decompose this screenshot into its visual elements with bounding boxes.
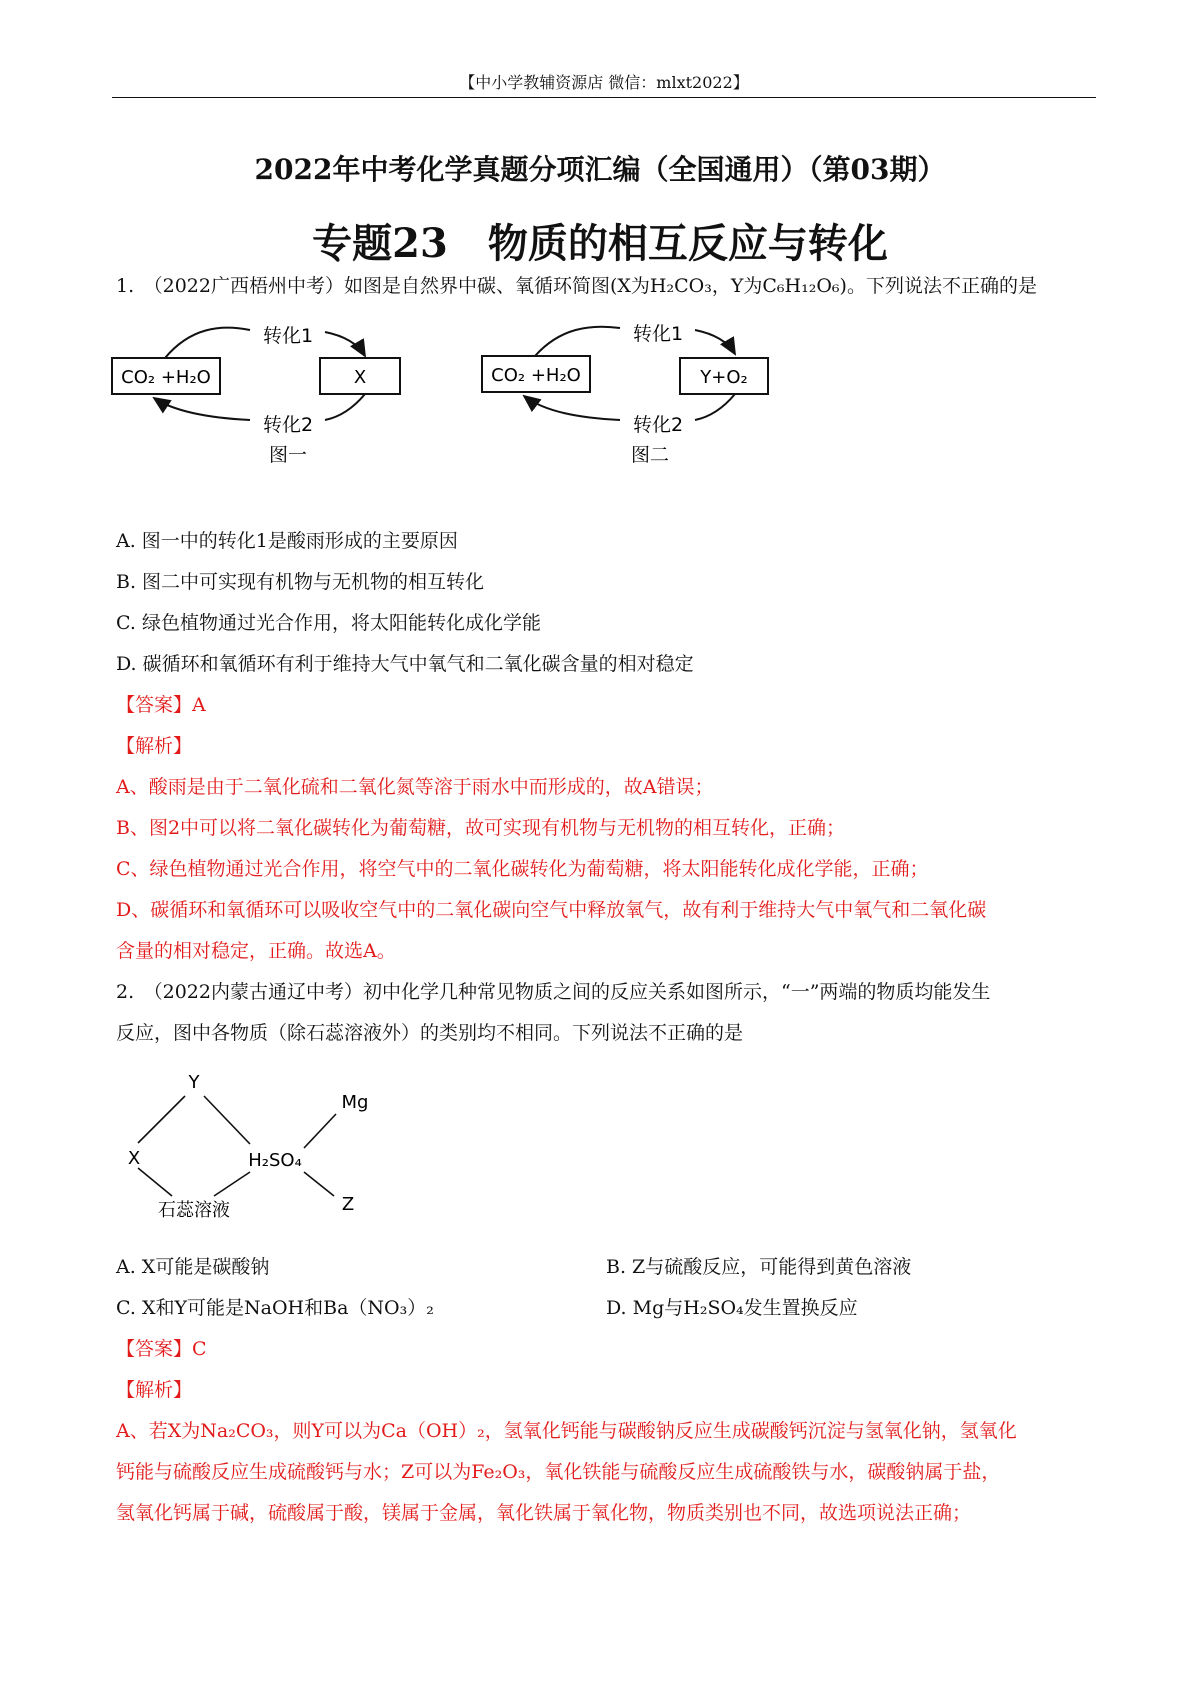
top-arrow-label: 转化1 [262, 325, 314, 347]
q1-analysis-label: 【解析】 [116, 735, 193, 757]
header-divider [112, 97, 1096, 98]
q2-analysis-line-3: 氢氧化钙属于碱，硫酸属于酸，镁属于金属，氧化铁属于氧化物，物质类别也不同，故选项说法正确； [116, 1502, 972, 1524]
q2-stem-line-2: 反应，图中各物质（除石蕊溶液外）的类别均不相同。下列说法不正确的是 [116, 1022, 744, 1044]
label-h2so4: H₂SO₄ [248, 1150, 302, 1171]
q1-analysis-a: A、酸雨是由于二氧化硫和二氧化氮等溶于雨水中而形成的，故A错误； [116, 776, 714, 798]
left-box-label: CO₂ +H₂O [121, 367, 211, 388]
label-z: Z [341, 1194, 355, 1215]
q1-diagram-1 [110, 318, 430, 478]
q2-option-d: D. Mg与H₂SO₄发生置换反应 [606, 1297, 858, 1319]
q2-reaction-diagram [110, 1068, 410, 1218]
label-x: X [127, 1148, 141, 1169]
right-box-label: Y+O₂ [700, 367, 748, 388]
top-arrow-label: 转化1 [632, 323, 684, 345]
q2-analysis-line-1: A、若X为Na₂CO₃，则Y可以为Ca（OH）₂，氢氧化钙能与碳酸钠反应生成碳酸钙沉淀与氢氧化钠，氢氧化 [116, 1420, 1017, 1442]
left-box-label: CO₂ +H₂O [491, 365, 581, 386]
q2-option-a: A. X可能是碳酸钠 [116, 1256, 270, 1278]
top-arc-right [325, 332, 365, 356]
document-title: 2022年中考化学真题分项汇编（全国通用）（第03期） [254, 153, 946, 186]
label-mg: Mg [341, 1092, 369, 1113]
q2-option-b: B. Z与硫酸反应，可能得到黄色溶液 [606, 1256, 912, 1278]
label-y: Y [188, 1072, 200, 1093]
bottom-arrow-label: 转化2 [262, 414, 314, 436]
q1-analysis-d: D、碳循环和氧循环可以吸收空气中的二氧化碳向空气中释放氧气，故有利于维持大气中氧气和二氧化碳 [116, 899, 987, 921]
q2-analysis-line-2: 钙能与硫酸反应生成硫酸钙与水；Z可以为Fe₂O₃，氧化铁能与硫酸反应生成硫酸铁与水，碳酸钠属于盐， [116, 1461, 1001, 1483]
q1-stem: 1. （2022广西梧州中考）如图是自然界中碳、氧循环简图(X为H₂CO₃，Y为C₆H₁₂O₆)。下列说法不正确的是 [116, 275, 1037, 297]
right-box-label: X [353, 367, 367, 388]
q2-answer: 【答案】C [116, 1338, 207, 1360]
topic-title: 专题23 物质的相互反应与转化 [312, 220, 888, 267]
q1-analysis-b: B、图2中可以将二氧化碳转化为葡萄糖，故可实现有机物与无机物的相互转化，正确； [116, 817, 846, 839]
q1-option-d: D. 碳循环和氧循环有利于维持大气中氧气和二氧化碳含量的相对稳定 [116, 653, 694, 675]
q2-option-c: C. X和Y可能是NaOH和Ba（NO₃）₂ [116, 1297, 434, 1319]
label-litmus: 石蕊溶液 [158, 1200, 230, 1218]
q2-analysis-label: 【解析】 [116, 1379, 193, 1401]
q1-diagram-2 [480, 318, 810, 478]
q1-option-a: A. 图一中的转化1是酸雨形成的主要原因 [116, 530, 458, 552]
bottom-arc-left [154, 398, 250, 420]
bottom-arc [325, 394, 365, 420]
q1-option-c: C. 绿色植物通过光合作用，将太阳能转化成化学能 [116, 612, 541, 634]
q1-analysis-c: C、绿色植物通过光合作用，将空气中的二氧化碳转化为葡萄糖，将太阳能转化成化学能，正确； [116, 858, 929, 880]
q1-analysis-d-cont: 含量的相对稳定，正确。故选A。 [116, 940, 396, 962]
diagram-caption: 图一 [268, 444, 308, 466]
page-header: 【中小学教辅资源店 微信：mlxt2022】 [459, 73, 749, 92]
diagram-caption: 图二 [630, 444, 670, 466]
bottom-arrow-label: 转化2 [632, 414, 684, 436]
q2-stem-line-1: 2. （2022内蒙古通辽中考）初中化学几种常见物质之间的反应关系如图所示，“一”两端的物质均能发生 [116, 981, 991, 1003]
top-arc [165, 328, 250, 358]
q1-option-b: B. 图二中可实现有机物与无机物的相互转化 [116, 571, 485, 593]
q1-answer: 【答案】A [116, 694, 206, 716]
